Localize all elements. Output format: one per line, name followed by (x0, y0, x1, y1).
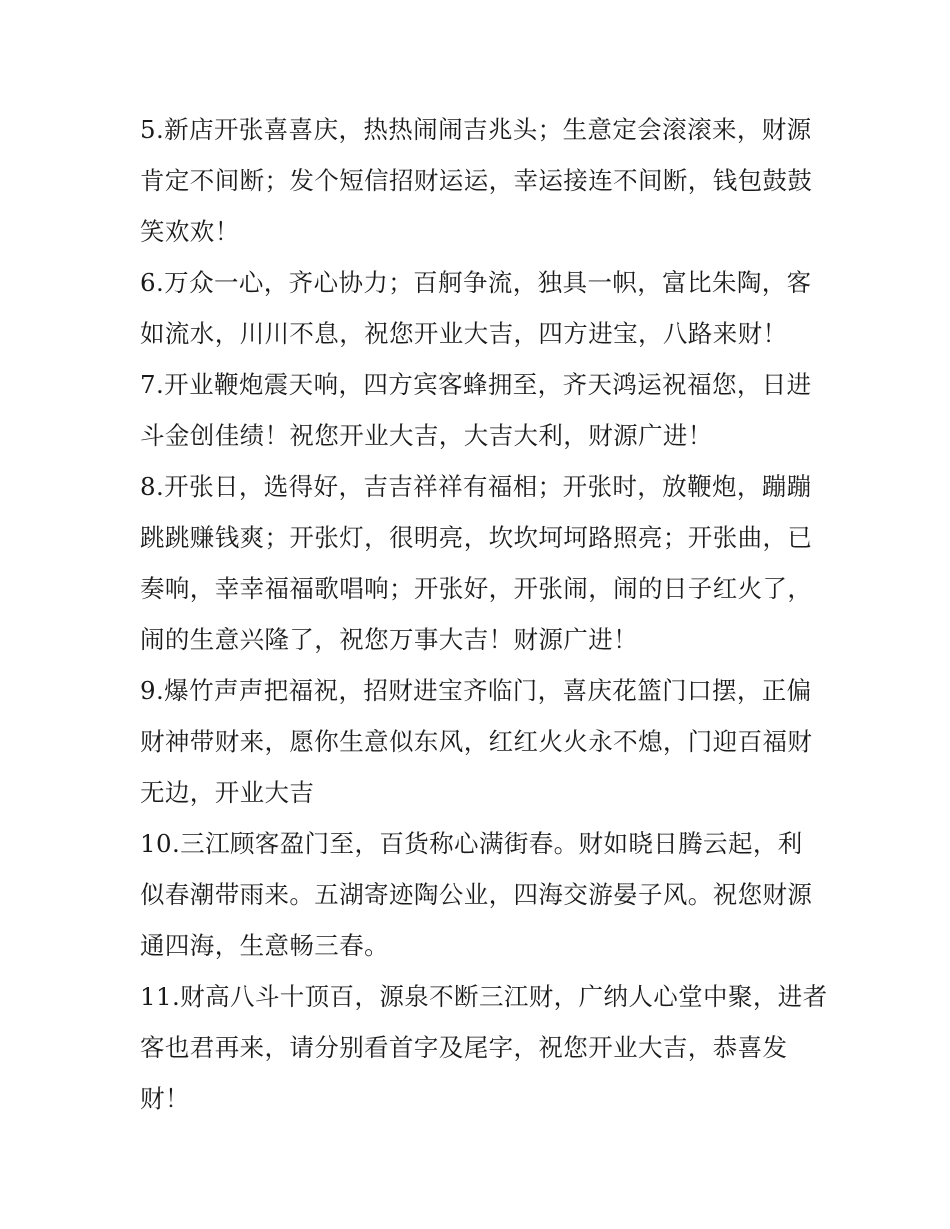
text-line: 闹的生意兴隆了，祝您万事大吉！财源广进！ (140, 625, 638, 654)
paragraph-item-8 (140, 461, 820, 665)
text-line: 无边，开业大吉 (140, 778, 315, 807)
text-line: 6.万众一心，齐心协力；百舸争流，独具一帜，富比朱陶，客 (140, 268, 812, 297)
text-line: 斗金创佳绩！祝您开业大吉，大吉大利，财源广进！ (140, 421, 713, 450)
text-line: 如流水，川川不息，祝您开业大吉，四方进宝，八路来财！ (140, 319, 788, 348)
text-line: 肯定不间断；发个短信招财运运，幸运接连不间断，钱包鼓鼓 (140, 166, 813, 195)
paragraph-item-5 (140, 104, 820, 257)
text-line: 客也君再来，请分别看首字及尾字，祝您开业大吉，恭喜发 (140, 1033, 788, 1062)
text-line: 10.三江顾客盈门至，百货称心满街春。财如晓日腾云起，利 (140, 829, 803, 858)
text-line: 财神带财来，愿你生意似东风，红红火火永不熄，门迎百福财 (140, 727, 813, 756)
paragraph-item-11 (140, 971, 828, 1124)
text-line: 通四海，生意畅三春。 (140, 931, 389, 960)
document-body (140, 104, 828, 1124)
text-line: 9.爆竹声声把福祝，招财进宝齐临门，喜庆花篮门口摆，正偏 (140, 676, 812, 705)
paragraph-item-6 (140, 257, 820, 359)
text-line: 11.财高八斗十顶百，源泉不断三江财，广纳人心堂中聚，进者 (140, 982, 828, 1011)
text-line: 5.新店开张喜喜庆，热热闹闹吉兆头；生意定会滚滚来，财源 (140, 115, 812, 144)
paragraph-item-7 (140, 359, 820, 461)
text-line: 似春潮带雨来。五湖寄迹陶公业，四海交游晏子风。祝您财源 (140, 880, 813, 909)
text-line: 财！ (140, 1084, 190, 1113)
text-line: 笑欢欢！ (140, 217, 240, 246)
text-line: 8.开张日，选得好，吉吉祥祥有福相；开张时，放鞭炮，蹦蹦 (140, 472, 812, 501)
text-line: 7.开业鞭炮震天响，四方宾客蜂拥至，齐天鸿运祝福您，日进 (140, 370, 812, 399)
paragraph-item-9 (140, 665, 820, 818)
text-line: 奏响，幸幸福福歌唱响；开张好，开张闹，闹的日子红火了， (140, 574, 813, 603)
paragraph-item-10 (140, 818, 820, 971)
text-line: 跳跳赚钱爽；开张灯，很明亮，坎坎坷坷路照亮；开张曲，已 (140, 523, 813, 552)
